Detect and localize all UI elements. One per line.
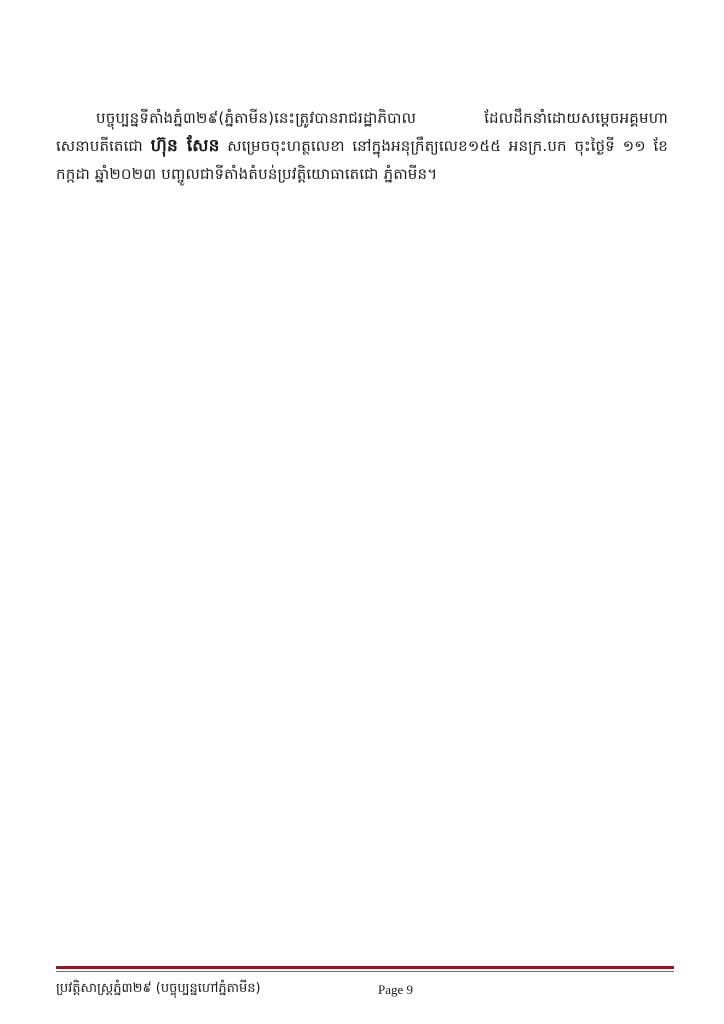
- paragraph-text-part2: សម្រេចចុះហត្ថលេខា នៅក្នុងអនុក្រឹត្យលេខ១៥៥ អនក្រ.បក ចុះថ្ងៃទី ១១ ខែកក្កដា ឆ្នាំ២០២៣ បញ្ចូលជាទីតាំងតំបន់ប្រវត្តិយោធាតេជោ ភ្នំតាមីន។: [56, 137, 668, 183]
- paragraph-text-part1: បច្ចុប្បន្នទីតាំងភ្នំ៣២៩(ភ្នំតាមីន)នេះត្រូវបានរាជរដ្ឋាភិបាល ដែលដឹកនាំដោយសម្តេចអគ្គមហាសេនាបតីតេជោ: [56, 109, 668, 155]
- footer-rule-thin: [56, 971, 674, 972]
- bold-name: ហ៊ុន សែន: [150, 136, 220, 156]
- footer-title: ប្រវត្តិសាស្ត្រភ្នំ៣២៩ (បច្ចុប្បន្នហៅភ្នំតាមីន): [56, 981, 261, 996]
- footer-rule-thick: [56, 966, 674, 969]
- body-paragraph: [56, 104, 668, 188]
- page-number: Page 9: [378, 982, 414, 997]
